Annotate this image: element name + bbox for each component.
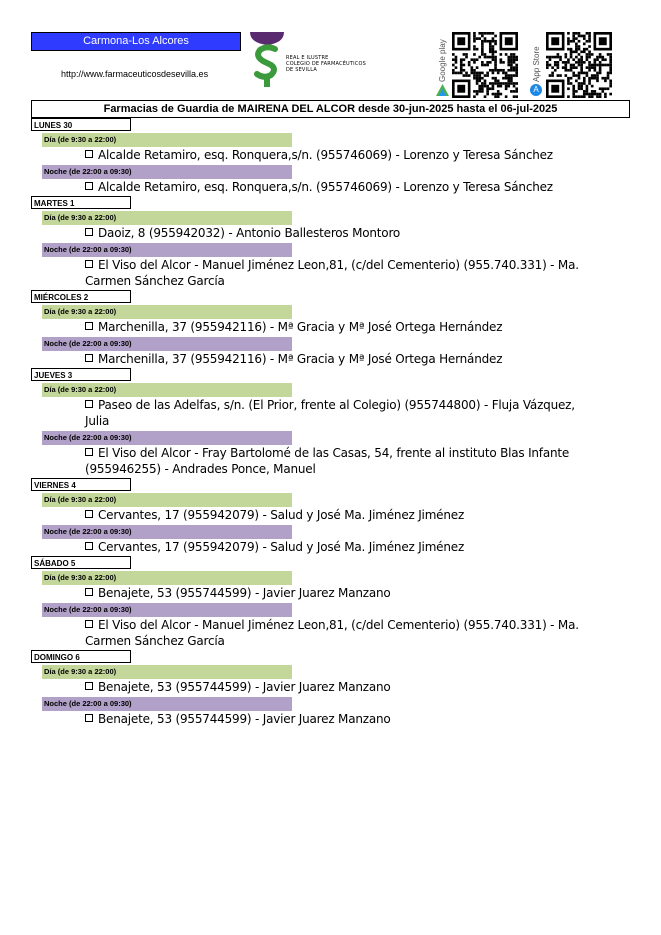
google-play-qr-code[interactable] (452, 32, 518, 98)
checkbox-bullet-icon (85, 510, 93, 518)
day-label: LUNES 30 (31, 118, 131, 131)
day-label: MIÉRCOLES 2 (31, 290, 131, 303)
checkbox-bullet-icon (85, 714, 93, 722)
day-label: VIERNES 4 (31, 478, 131, 491)
night-shift-label: Noche (de 22:00 a 09:30) (42, 697, 292, 711)
checkbox-bullet-icon (85, 182, 93, 190)
pharmacy-entry (85, 445, 585, 477)
pharmacy-entry (85, 711, 585, 727)
google-play-label: Google play (438, 39, 447, 82)
pharmacy-text: Marchenilla, 37 (955942116) - Mª Gracia y Mª José Ortega Hernández (98, 352, 503, 366)
pharmacy-text: El Viso del Alcor - Manuel Jiménez Leon,81, (c/del Cementerio) (955.740.331) - Ma. Carmen Sánchez García (85, 618, 579, 648)
day-block (31, 556, 631, 649)
pharmacy-text: El Viso del Alcor - Manuel Jiménez Leon,81, (c/del Cementerio) (955.740.331) - Ma. Carmen Sánchez García (85, 258, 579, 288)
pharmacy-entry (85, 257, 585, 289)
page-title: Farmacias de Guardia de MAIRENA DEL ALCOR desde 30-jun-2025 hasta el 06-jul-2025 (31, 100, 630, 118)
pharmacy-text: Marchenilla, 37 (955942116) - Mª Gracia y Mª José Ortega Hernández (98, 320, 503, 334)
pharmacy-entry (85, 147, 585, 163)
day-shift-label: Día (de 9:30 a 22:00) (42, 305, 292, 319)
checkbox-bullet-icon (85, 260, 93, 268)
checkbox-bullet-icon (85, 354, 93, 362)
checkbox-bullet-icon (85, 620, 93, 628)
day-block (31, 290, 631, 367)
day-label: MARTES 1 (31, 196, 131, 209)
pharmacy-entry (85, 225, 585, 241)
checkbox-bullet-icon (85, 228, 93, 236)
checkbox-bullet-icon (85, 448, 93, 456)
night-shift-label: Noche (de 22:00 a 09:30) (42, 431, 292, 445)
pharmacy-entry (85, 585, 585, 601)
pharmacy-text: Benajete, 53 (955744599) - Javier Juarez Manzano (98, 712, 391, 726)
pharmacy-entry (85, 507, 585, 523)
checkbox-bullet-icon (85, 588, 93, 596)
pharmacy-entry (85, 397, 585, 429)
day-shift-label: Día (de 9:30 a 22:00) (42, 571, 292, 585)
pharmacy-entry (85, 351, 585, 367)
day-label: SÁBADO 5 (31, 556, 131, 569)
college-name: REAL E ILUSTRE COLEGIO DE FARMACÉUTICOS DE SEVILLA (286, 55, 367, 73)
checkbox-bullet-icon (85, 150, 93, 158)
website-link[interactable]: http://www.farmaceuticosdesevilla.es (61, 69, 209, 79)
day-label: JUEVES 3 (31, 368, 131, 381)
day-block (31, 478, 631, 555)
night-shift-label: Noche (de 22:00 a 09:30) (42, 165, 292, 179)
day-block (31, 118, 631, 195)
day-shift-label: Día (de 9:30 a 22:00) (42, 133, 292, 147)
pharmacy-text: Cervantes, 17 (955942079) - Salud y José Ma. Jiménez Jiménez (98, 540, 465, 554)
day-block (31, 368, 631, 477)
pharmacy-entry (85, 539, 585, 555)
pharmacy-text: Paseo de las Adelfas, s/n. (El Prior, frente al Colegio) (955744800) - Fluja Vázquez, Julia (85, 398, 575, 428)
day-label: DOMINGO 6 (31, 650, 131, 663)
pharmacy-text: Benajete, 53 (955744599) - Javier Juarez Manzano (98, 586, 391, 600)
pharmacy-text: Daoiz, 8 (955942032) - Antonio Ballesteros Montoro (98, 226, 401, 240)
pharmacy-text: El Viso del Alcor - Fray Bartolomé de las Casas, 54, frente al instituto Blas Infante (955946255) - Andrades Ponce, Manuel (85, 446, 570, 476)
pharmacy-entry (85, 679, 585, 695)
day-shift-label: Día (de 9:30 a 22:00) (42, 211, 292, 225)
night-shift-label: Noche (de 22:00 a 09:30) (42, 603, 292, 617)
checkbox-bullet-icon (85, 542, 93, 550)
checkbox-bullet-icon (85, 400, 93, 408)
day-block (31, 196, 631, 289)
day-shift-label: Día (de 9:30 a 22:00) (42, 665, 292, 679)
duty-schedule (31, 118, 631, 728)
college-logo (249, 31, 285, 87)
night-shift-label: Noche (de 22:00 a 09:30) (42, 243, 292, 257)
pharmacy-text: Alcalde Retamiro, esq. Ronquera,s/n. (955746069) - Lorenzo y Teresa Sánchez (98, 148, 553, 162)
pharmacy-text: Benajete, 53 (955744599) - Javier Juarez Manzano (98, 680, 391, 694)
pharmacy-entry (85, 617, 585, 649)
app-store-icon[interactable]: A (530, 84, 542, 96)
app-store-qr-code[interactable] (546, 32, 612, 98)
pharmacy-entry (85, 319, 585, 335)
day-shift-label: Día (de 9:30 a 22:00) (42, 383, 292, 397)
google-play-icon[interactable] (436, 84, 449, 96)
night-shift-label: Noche (de 22:00 a 09:30) (42, 525, 292, 539)
day-block (31, 650, 631, 727)
checkbox-bullet-icon (85, 682, 93, 690)
checkbox-bullet-icon (85, 322, 93, 330)
night-shift-label: Noche (de 22:00 a 09:30) (42, 337, 292, 351)
region-label: Carmona-Los Alcores (31, 32, 241, 51)
app-store-label: App Store (532, 46, 541, 82)
pharmacy-text: Cervantes, 17 (955942079) - Salud y José Ma. Jiménez Jiménez (98, 508, 465, 522)
pharmacy-entry (85, 179, 585, 195)
day-shift-label: Día (de 9:30 a 22:00) (42, 493, 292, 507)
pharmacy-text: Alcalde Retamiro, esq. Ronquera,s/n. (955746069) - Lorenzo y Teresa Sánchez (98, 180, 553, 194)
